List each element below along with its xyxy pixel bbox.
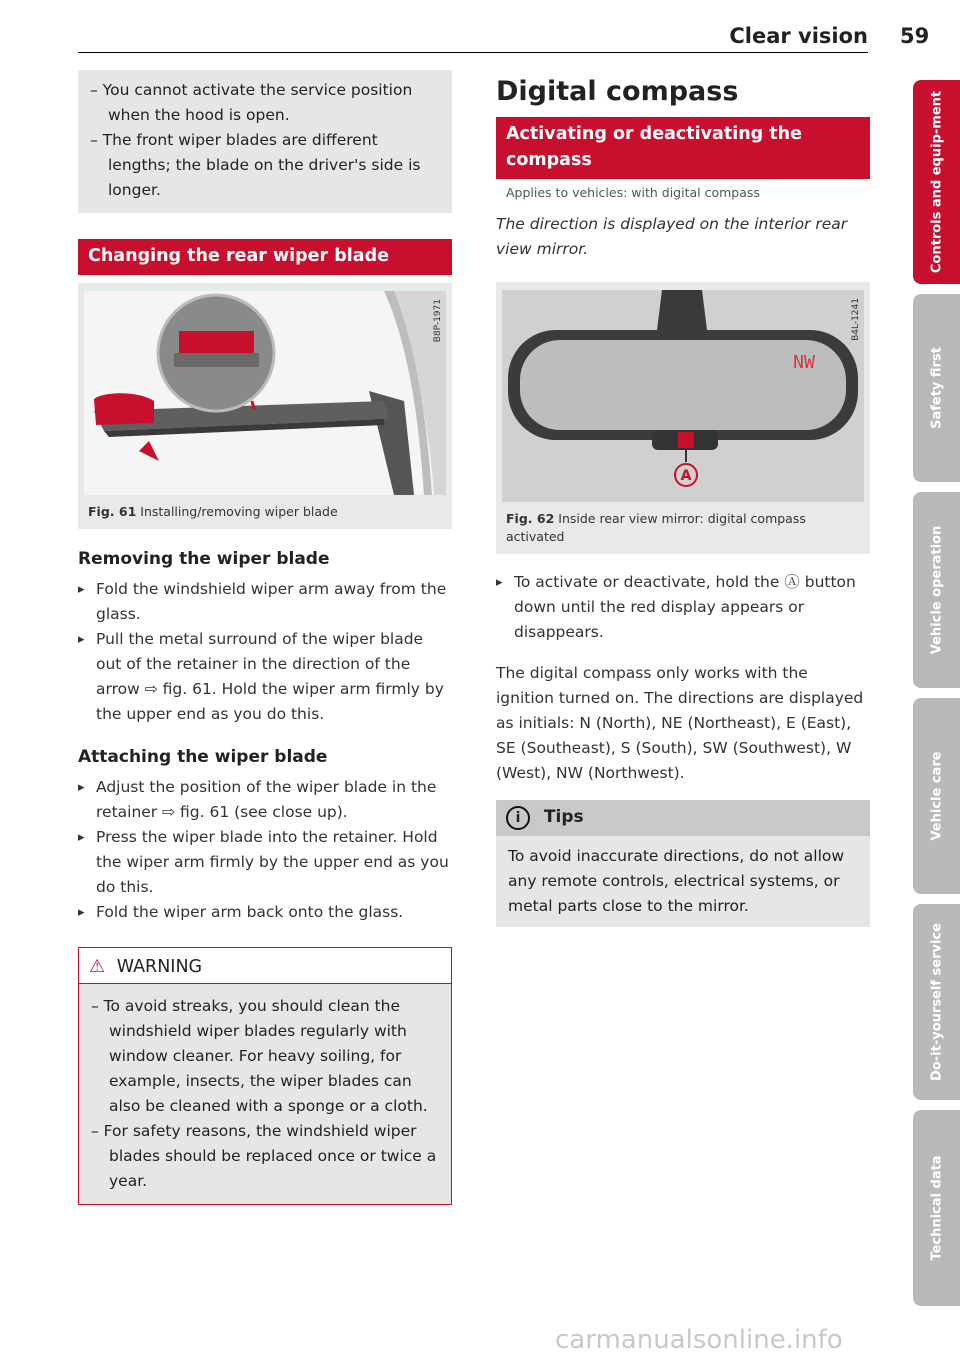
step-item: ▸ Press the wiper blade into the retainer. Hold the wiper arm firmly by the upper end as you do this.	[78, 825, 452, 900]
wiper-blade-illustration	[84, 291, 446, 495]
rear-view-mirror-illustration	[502, 290, 864, 502]
info-icon: i	[506, 806, 530, 830]
tab-label: Controls and equip-ment	[929, 90, 944, 274]
notes-box	[78, 70, 452, 213]
note-item: – You cannot activate the service position when the hood is open.	[90, 81, 413, 124]
figure-code: B8P-1971	[433, 299, 443, 343]
tab-label: Do-it-yourself service	[929, 923, 944, 1081]
tips-body: To avoid inaccurate directions, do not allow any remote controls, electrical systems, or metal parts close to the mirror.	[508, 847, 845, 915]
running-header: Clear vision	[729, 24, 868, 48]
section-title-compass: Activating or deactivating the compass	[496, 117, 870, 179]
warning-header	[79, 948, 451, 984]
attaching-steps	[78, 775, 452, 925]
tab-label: Safety first	[929, 347, 944, 429]
figure-61	[78, 283, 452, 529]
step-item: ▸ Fold the wiper arm back onto the glass.	[78, 900, 452, 925]
figure-label: Fig. 61	[88, 504, 137, 519]
warning-item: – For safety reasons, the windshield wiper blades should be replaced once or twice a year.	[91, 1122, 437, 1190]
figure-caption	[84, 495, 446, 523]
mirror-illustration	[502, 290, 864, 502]
tips-title: Tips	[543, 807, 584, 827]
removing-steps	[78, 577, 452, 727]
removing-heading: Removing the wiper blade	[78, 549, 330, 569]
figure-code: B4L-1241	[851, 298, 861, 341]
figure-caption-text: Inside rear view mirror: digital compass activated	[506, 511, 806, 544]
tab-diy-service[interactable]	[913, 904, 960, 1100]
figure-caption	[502, 502, 864, 548]
watermark: carmanualsonline.info	[555, 1325, 843, 1355]
right-column	[496, 70, 870, 927]
tab-vehicle-care[interactable]	[913, 698, 960, 894]
tab-technical-data[interactable]	[913, 1110, 960, 1306]
header-rule	[78, 52, 868, 53]
button-marker: A	[680, 468, 692, 484]
compass-display: NW	[793, 352, 815, 373]
tab-label: Vehicle operation	[929, 525, 944, 655]
tab-controls[interactable]	[913, 80, 960, 284]
tips-header	[496, 800, 870, 836]
figure-label: Fig. 62	[506, 511, 555, 526]
applies-to: Applies to vehicles: with digital compass	[506, 185, 760, 200]
left-column	[78, 70, 452, 1205]
warning-box	[78, 947, 452, 1205]
step-item: ▸ Fold the windshield wiper arm away from the glass.	[78, 577, 452, 627]
page-title: Digital compass	[496, 76, 739, 107]
tips-box	[496, 800, 870, 927]
tab-label: Vehicle care	[929, 751, 944, 841]
intro-text: The direction is displayed on the interior rear view mirror.	[496, 215, 848, 258]
activate-step	[496, 570, 870, 645]
tab-label: Technical data	[929, 1155, 944, 1261]
step-item: ▸ Pull the metal surround of the wiper blade out of the retainer in the direction of the arrow ⇨ fig. 61. Hold the wiper arm firmly by the upper end as you do this.	[78, 627, 452, 727]
attaching-heading: Attaching the wiper blade	[78, 747, 328, 767]
tab-vehicle-operation[interactable]	[913, 492, 960, 688]
figure-62	[496, 282, 870, 554]
warning-triangle-icon: ⚠	[89, 956, 106, 977]
figure-caption-text: Installing/removing wiper blade	[140, 504, 338, 519]
note-item: – The front wiper blades are different lengths; the blade on the driver's side is longer.	[90, 131, 421, 199]
warning-item: – To avoid streaks, you should clean the windshield wiper blades regularly with window cleaner. For heavy soiling, for example, insects, the wiper blades can also be cleaned with a sponge or a cloth.	[91, 997, 428, 1115]
section-title-rear-wiper: Changing the rear wiper blade	[78, 239, 452, 275]
warning-title: WARNING	[116, 957, 203, 977]
page-number: 59	[900, 24, 930, 48]
tab-safety[interactable]	[913, 294, 960, 482]
directions-paragraph: The digital compass only works with the ignition turned on. The directions are displayed as initials: N (North), NE (Northeast), E (East), SE (Southeast), S (South), SW (Southwest), W (West), NW (Northwest).	[496, 664, 864, 782]
step-item: ▸ Adjust the position of the wiper blade in the retainer ⇨ fig. 61 (see close up).	[78, 775, 452, 825]
warning-body	[79, 984, 451, 1204]
wiper-illustration	[84, 291, 446, 495]
step-item: ▸ To activate or deactivate, hold the Ⓐ button down until the red display appears or disappears.	[496, 570, 870, 645]
